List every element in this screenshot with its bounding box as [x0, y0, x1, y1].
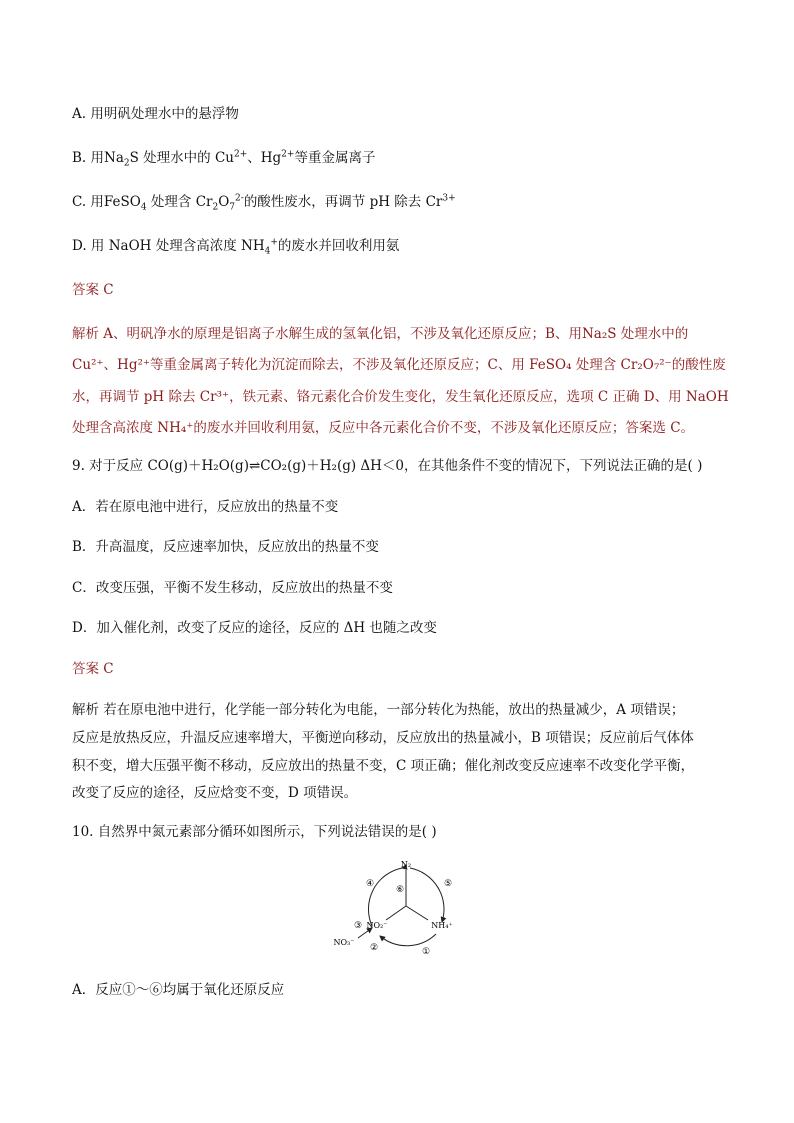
- q9-analysis-line1: 解析 若在原电池中进行，化学能一部分转化为电能，一部分转化为热能，放出的热量减少，A 项错误；: [72, 702, 685, 718]
- label-no3: NO₃⁻: [333, 938, 355, 947]
- q9-option-d: D．加入催化剂，改变了反应的途径，反应的 ΔH 也随之改变: [72, 620, 437, 636]
- label-3: ③: [353, 921, 363, 931]
- arc-right: [410, 868, 444, 922]
- q9-answer: 答案 C: [72, 661, 114, 677]
- q8-analysis-line2: Cu²⁺、Hg²⁺等重金属离子转化为沉淀而除去，不涉及氧化还原反应；C、用 FeSO₄ 处理含 Cr₂O₇²⁻的酸性废: [72, 357, 726, 373]
- arc-bottom: [380, 934, 436, 946]
- arc-left: [365, 868, 405, 926]
- q9-option-b: B．升高温度，反应速率加快，反应放出的热量不变: [72, 539, 379, 555]
- q9-option-a: A．若在原电池中进行，反应放出的热量不变: [72, 499, 339, 515]
- q8-analysis-line1: 解析 A、明矾净水的原理是铝离子水解生成的氢氧化铝，不涉及氧化还原反应；B、用Na₂S 处理水中的: [72, 326, 689, 342]
- label-no2: NO₂⁻: [366, 921, 388, 930]
- q9-option-c: C．改变压强，平衡不发生移动，反应放出的热量不变: [72, 580, 393, 596]
- q8-option-a: A. 用明矾处理水中的悬浮物: [72, 106, 239, 122]
- label-1: ①: [421, 947, 431, 956]
- q8-option-b: B. 用$Na_2S$ 处理水中的 $Cu^{2+}$、$Hg^{2+}$等重金属离子: [72, 149, 376, 169]
- label-6: ⑥: [395, 885, 405, 895]
- q9-stem: 9. 对于反应 CO(g)＋H₂O(g)⇌CO₂(g)＋H₂(g) ΔH＜0，在其他条件不变的情况下，下列说法正确的是( ): [72, 458, 703, 474]
- label-2: ②: [369, 943, 379, 953]
- q8-analysis-line4: 处理含高浓度 NH₄⁺的废水并回收利用氨，反应中各元素化合价不变，不涉及氧化还原反应；答案选 C。: [72, 420, 695, 436]
- q8-analysis-line3: 水，再调节 pH 除去 Cr³⁺，铁元素、铬元素化合价发生变化，发生氧化还原反应，选项 C 正确 D、用 NaOH: [72, 389, 729, 405]
- nitrogen-cycle-diagram: [330, 856, 470, 956]
- q10-stem: 10. 自然界中氮元素部分循环如图所示，下列说法错误的是( ): [72, 824, 437, 840]
- q10-option-a: A．反应①～⑥均属于氧化还原反应: [72, 982, 285, 998]
- label-nh4: NH₄⁺: [431, 921, 453, 930]
- label-n2: N₂: [400, 860, 412, 869]
- label-4: ④: [365, 879, 375, 889]
- q8-option-d: D. 用 NaOH 处理含高浓度 $NH_4^+$的废水并回收利用氨: [72, 237, 400, 257]
- q9-analysis-line4: 改变了反应的途径，反应焓变不变，D 项错误。: [72, 785, 358, 801]
- q8-answer: 答案 C: [72, 282, 114, 298]
- q9-analysis-line2: 反应是放热反应，升温反应速率增大，平衡逆向移动，反应放出的热量减小，B 项错误；反应前后气体体: [72, 730, 694, 746]
- q8-option-c: C. 用FeSO$_4$ 处理含 $Cr_2O_7^{2-}$的酸性废水，再调节 pH 除去 $Cr^{3+}$: [72, 193, 456, 213]
- q9-analysis-line3: 积不变，增大压强平衡不移动，反应放出的热量不变，C 项正确；催化剂改变反应速率不改变化学平衡，: [72, 758, 695, 774]
- label-5: ⑤: [443, 879, 453, 889]
